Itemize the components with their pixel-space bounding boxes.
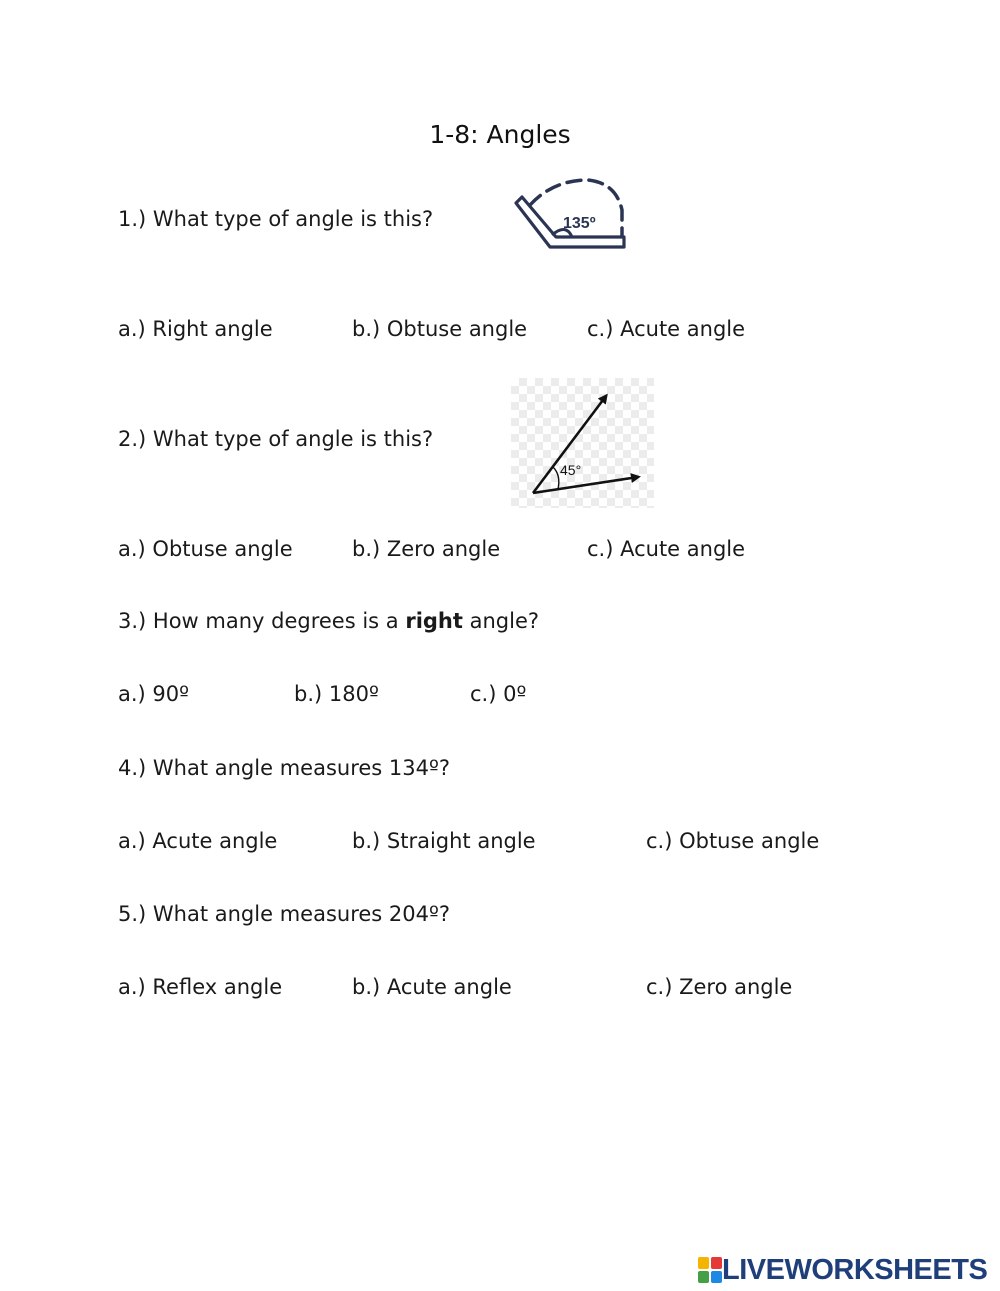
liveworksheets-logo [698, 1255, 987, 1285]
question-1-option-c[interactable]: c.) Acute angle [587, 317, 746, 341]
question-5-prompt: 5.) What angle measures 204º? [118, 902, 451, 926]
question-1-option-a[interactable]: a.) Right angle [118, 317, 273, 341]
question-4-option-c[interactable]: c.) Obtuse angle [646, 829, 820, 853]
question-1-prompt: 1.) What type of angle is this? [118, 207, 434, 231]
question-5-option-a[interactable]: a.) Reflex angle [118, 975, 283, 999]
question-2-option-a[interactable]: a.) Obtuse angle [118, 537, 293, 561]
liveworksheets-logo-icon [698, 1257, 722, 1283]
lower-ray [533, 477, 638, 493]
question-3-option-c[interactable]: c.) 0º [470, 682, 527, 706]
question-4-prompt: 4.) What angle measures 134º? [118, 756, 451, 780]
question-3-option-b[interactable]: b.) 180º [294, 682, 379, 706]
angle-label-135: 135º [563, 215, 596, 232]
question-5-option-c[interactable]: c.) Zero angle [646, 975, 793, 999]
upper-ray [533, 396, 606, 493]
angle-mark [553, 467, 559, 489]
question-3-prompt-end: angle? [462, 609, 540, 633]
question-3-prompt-start: 3.) How many degrees is a [118, 609, 406, 633]
question-3-prompt-bold: right [405, 609, 463, 633]
question-2-option-c[interactable]: c.) Acute angle [587, 537, 746, 561]
page-title: 1-8: Angles [429, 120, 571, 149]
question-2-option-b[interactable]: b.) Zero angle [352, 537, 501, 561]
question-3-option-a[interactable]: a.) 90º [118, 682, 190, 706]
liveworksheets-brand-text: LIVEWORKSHEETS [722, 1254, 988, 1286]
acute-angle-figure [511, 378, 654, 508]
angle-label-45: 45° [560, 462, 582, 478]
obtuse-angle-figure [508, 175, 633, 265]
question-4-option-a[interactable]: a.) Acute angle [118, 829, 278, 853]
question-1-option-b[interactable]: b.) Obtuse angle [352, 317, 528, 341]
question-2-prompt: 2.) What type of angle is this? [118, 427, 434, 451]
question-5-option-b[interactable]: b.) Acute angle [352, 975, 512, 999]
question-4-option-b[interactable]: b.) Straight angle [352, 829, 536, 853]
question-3-prompt [118, 608, 539, 634]
